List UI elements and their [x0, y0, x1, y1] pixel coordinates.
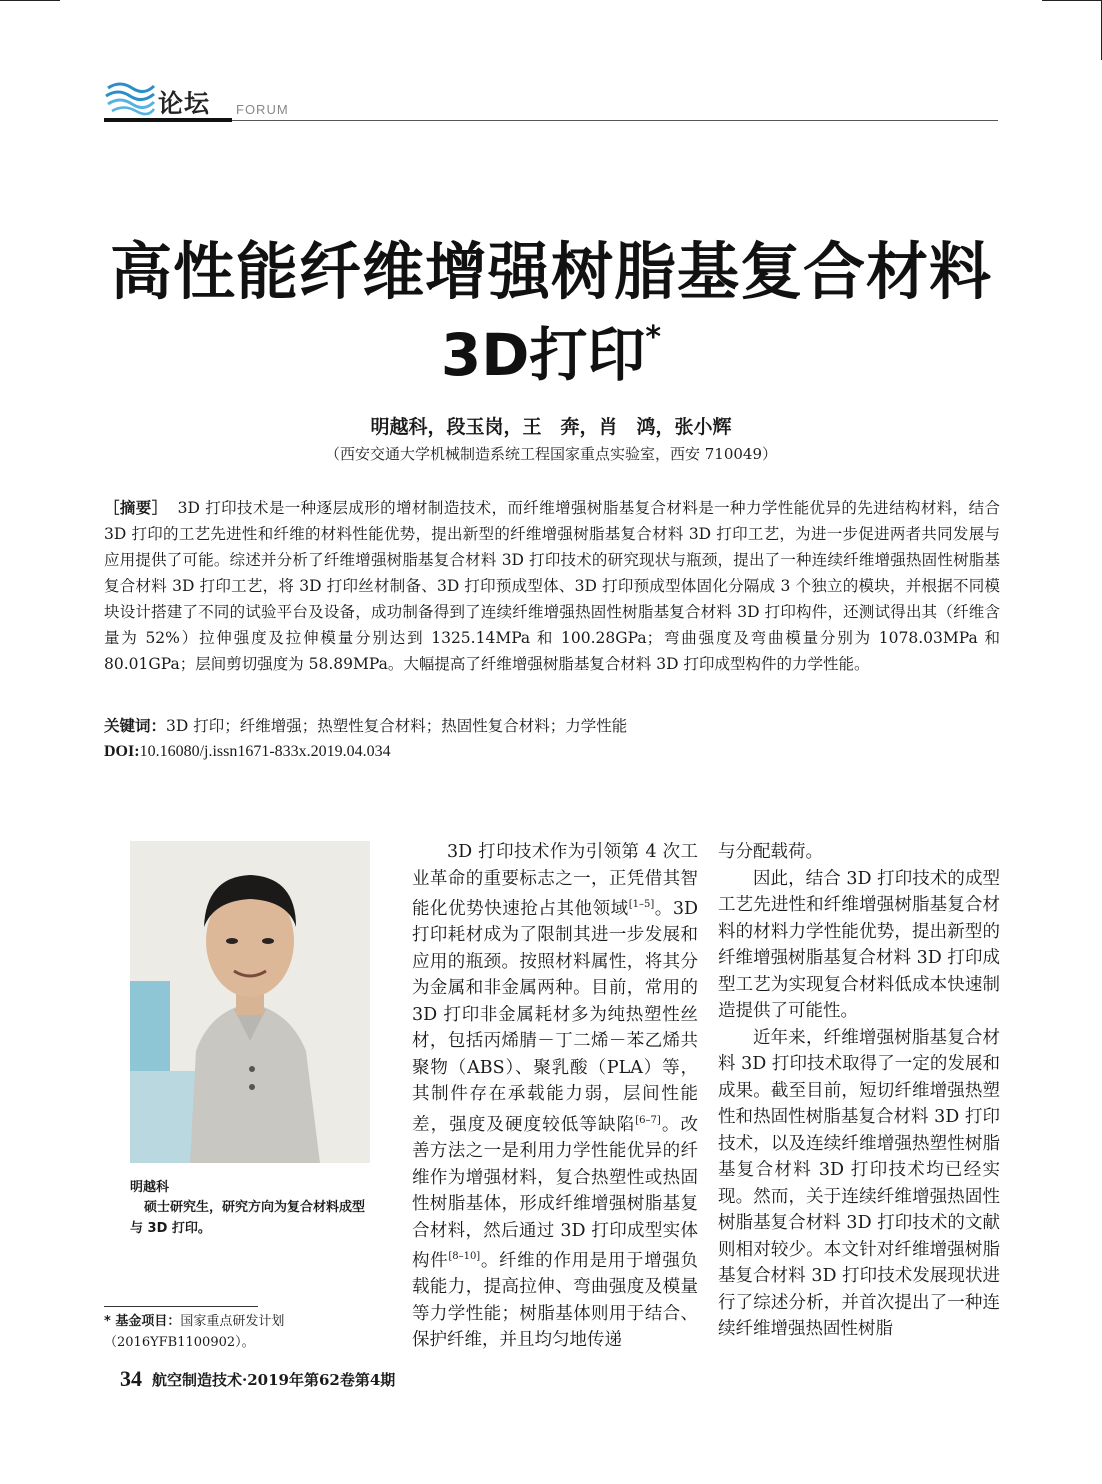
section-label: 论坛 [158, 89, 211, 118]
doi-label: DOI: [104, 743, 140, 760]
keywords-label: 关键词： [104, 717, 167, 735]
wave-logo-icon [104, 78, 156, 118]
authors: 明越科，段玉岗，王 奔，肖 鸿，张小辉 [370, 416, 732, 438]
body-text: 。3D 打印耗材成为了限制其进一步发展和应用的瓶颈。按照材料属性，将其分为金属和非金属两种。目前，常用的 3D 打印非金属耗材多为纯热塑性丝材，包括丙烯腈－丁二烯－苯乙烯共聚物（ABS）、聚乳酸（PLA）等，其制件存在承载能力弱，层间性能差，强度及硬度较低等缺陷 [412, 898, 698, 1135]
crop-mark-top-left [0, 0, 60, 1]
body-text: 3D 打印技术作为引领第 4 次工业革命的重要标志之一，正凭借其智能化优势快速抢占其他领域 [412, 842, 698, 919]
author-photo [130, 841, 370, 1163]
affiliation: （西安交通大学机械制造系统工程国家重点实验室，西安 710049） [324, 445, 778, 463]
author-portrait-icon [130, 841, 370, 1163]
article-title-line-1: 高性能纤维增强树脂基复合材料 [109, 235, 992, 308]
citation: [6–7] [635, 1114, 661, 1126]
article-title-line-2 [0, 308, 1102, 392]
keywords-text: 3D 打印；纤维增强；热塑性复合材料；热固性复合材料；力学性能 [166, 717, 628, 735]
body-paragraph: 因此，结合 3D 打印技术的成型工艺先进性和纤维增强树脂基复合材料的材料力学性能优势，提出新型的纤维增强树脂基复合材料 3D 打印成型工艺为实现复合材料低成本快速制造提供了可能性。 [718, 868, 1000, 1021]
article-title-line-2-text: 3D打印 [440, 321, 646, 389]
body-paragraph: 与分配载荷。 [718, 842, 823, 862]
keywords [104, 713, 1000, 739]
footnote-rule [104, 1306, 258, 1307]
body-column-middle [412, 839, 698, 1354]
journal-info: 航空制造技术·2019年第62卷第4期 [152, 1371, 396, 1389]
footnote-text: 国家重点研发计划（2016YFB1100902）。 [104, 1314, 285, 1350]
body-paragraph: 近年来，纤维增强树脂基复合材料 3D 打印技术取得了一定的发展和成果。截至目前，短切纤维增强热塑性和热固性树脂基复合材料 3D 打印技术，以及连续纤维增强热塑性树脂基复合材料 3D 打印技术均已经实现。然而，关于连续纤维增强热固性树脂基复合材料 3D 打印技术的文献则相对较少。本文针对纤维增强树脂基复合材料 3D 打印技术发展现状进行了综述分析，并首次提出了一种连续纤维增强热固性树脂 [718, 1027, 1000, 1339]
body-paragraph [412, 839, 698, 1354]
doi [104, 739, 1000, 765]
abstract [104, 495, 1000, 677]
footnote-label: * 基金项目： [104, 1314, 181, 1329]
crop-mark-top-right [1042, 0, 1102, 1]
body-text: 。改善方法之一是利用力学性能优异的纤维作为增强材料，复合热塑性或热固性树脂基体，形成纤维增强树脂基复合材料，然后通过 3D 打印成型实体构件 [412, 1114, 699, 1271]
body-text: 。纤维的作用是用于增强负载能力，提高拉伸、弯曲强度及模量等力学性能；树脂基体则用于结合、保护纤维，并且均匀地传递 [412, 1250, 699, 1351]
header-rule-thin [232, 120, 998, 121]
abstract-label: ［摘要］ [104, 499, 168, 517]
author-bio-name: 明越科 [130, 1180, 170, 1195]
citation: [1–5] [628, 899, 655, 910]
title-footnote-mark: * [645, 319, 662, 355]
abstract-text: 3D 打印技术是一种逐层成形的增材制造技术，而纤维增强树脂基复合材料是一种力学性能优异的先进结构材料，结合 3D 打印的工艺先进性和纤维的材料性能优势，提出新型的纤维增强树脂基复合材料 3D 打印工艺，为进一步促进两者共同发展与应用提供了可能。综述并分析了纤维增强树脂基复合材料 3D 打印技术的研究现状与瓶颈，提出了一种连续纤维增强热固性树脂基复合材料 3D 打印工艺，将 3D 打印丝材制备、3D 打印预成型体、3D 打印预成型体固化分隔成 3 个独立的模块，并根据不同模块设计搭建了不同的试验平台及设备，成功制备得到了连续纤维增强热固性树脂基复合材料 3D 打印构件，还测试得出其（纤维含量为 52%）拉伸强度及拉伸模量分别达到 1325.14MPa 和 100.28GPa；弯曲强度及弯曲模量分别为 1078.03MPa 和 80.01GPa；层间剪切强度为 58.89MPa。大幅提高了纤维增强树脂基复合材料 3D 打印成型构件的力学性能。 [104, 499, 1000, 673]
page-number: 34 [120, 1366, 142, 1391]
doi-text: 10.16080/j.issn1671-833x.2019.04.034 [139, 743, 391, 760]
body-column-right [718, 839, 1000, 1343]
section-label-en: FORUM [236, 102, 289, 117]
citation: [8–10] [448, 1251, 481, 1263]
author-bio-desc: 硕士研究生，研究方向为复合材料成型与 3D 打印。 [130, 1200, 366, 1236]
header-rule-thick [104, 118, 232, 122]
footnote [104, 1311, 394, 1353]
